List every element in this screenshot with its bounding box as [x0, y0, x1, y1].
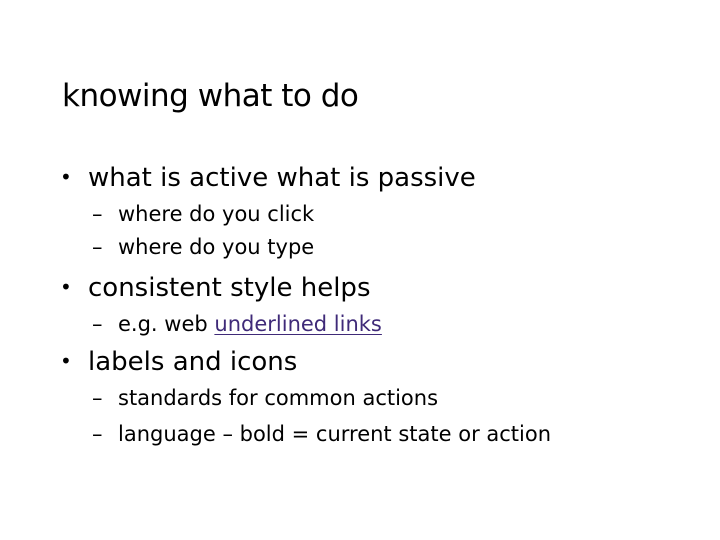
bullet-item [60, 271, 370, 304]
bullet-text: what is active what is passive [88, 163, 476, 193]
dash-marker: – [92, 202, 103, 226]
bullet-marker: • [60, 165, 72, 189]
bullet-item [60, 345, 297, 378]
bullet-marker: • [60, 275, 72, 299]
dash-marker: – [92, 422, 103, 446]
sub-bullet-item [92, 310, 382, 338]
bullet-text: consistent style helps [88, 273, 371, 303]
sub-bullet-text: where do you click [118, 202, 315, 226]
dash-marker: – [92, 312, 103, 336]
bullet-item [60, 161, 476, 194]
sub-bullet-text: standards for common actions [118, 386, 439, 410]
sub-bullet-item [92, 384, 438, 412]
sub-bullet-item [92, 420, 551, 448]
underlined-link[interactable]: underlined links [214, 312, 382, 336]
bullet-text: labels and icons [88, 347, 298, 377]
dash-marker: – [92, 235, 103, 259]
sub-bullet-text: language – bold = current state or action [118, 422, 552, 446]
dash-marker: – [92, 386, 103, 410]
sub-bullet-item [92, 233, 314, 261]
sub-bullet-text: e.g. web [118, 312, 215, 336]
slide-title: knowing what to do [62, 78, 359, 114]
sub-bullet-item [92, 200, 314, 228]
sub-bullet-text: where do you type [118, 235, 315, 259]
bullet-marker: • [60, 349, 72, 373]
